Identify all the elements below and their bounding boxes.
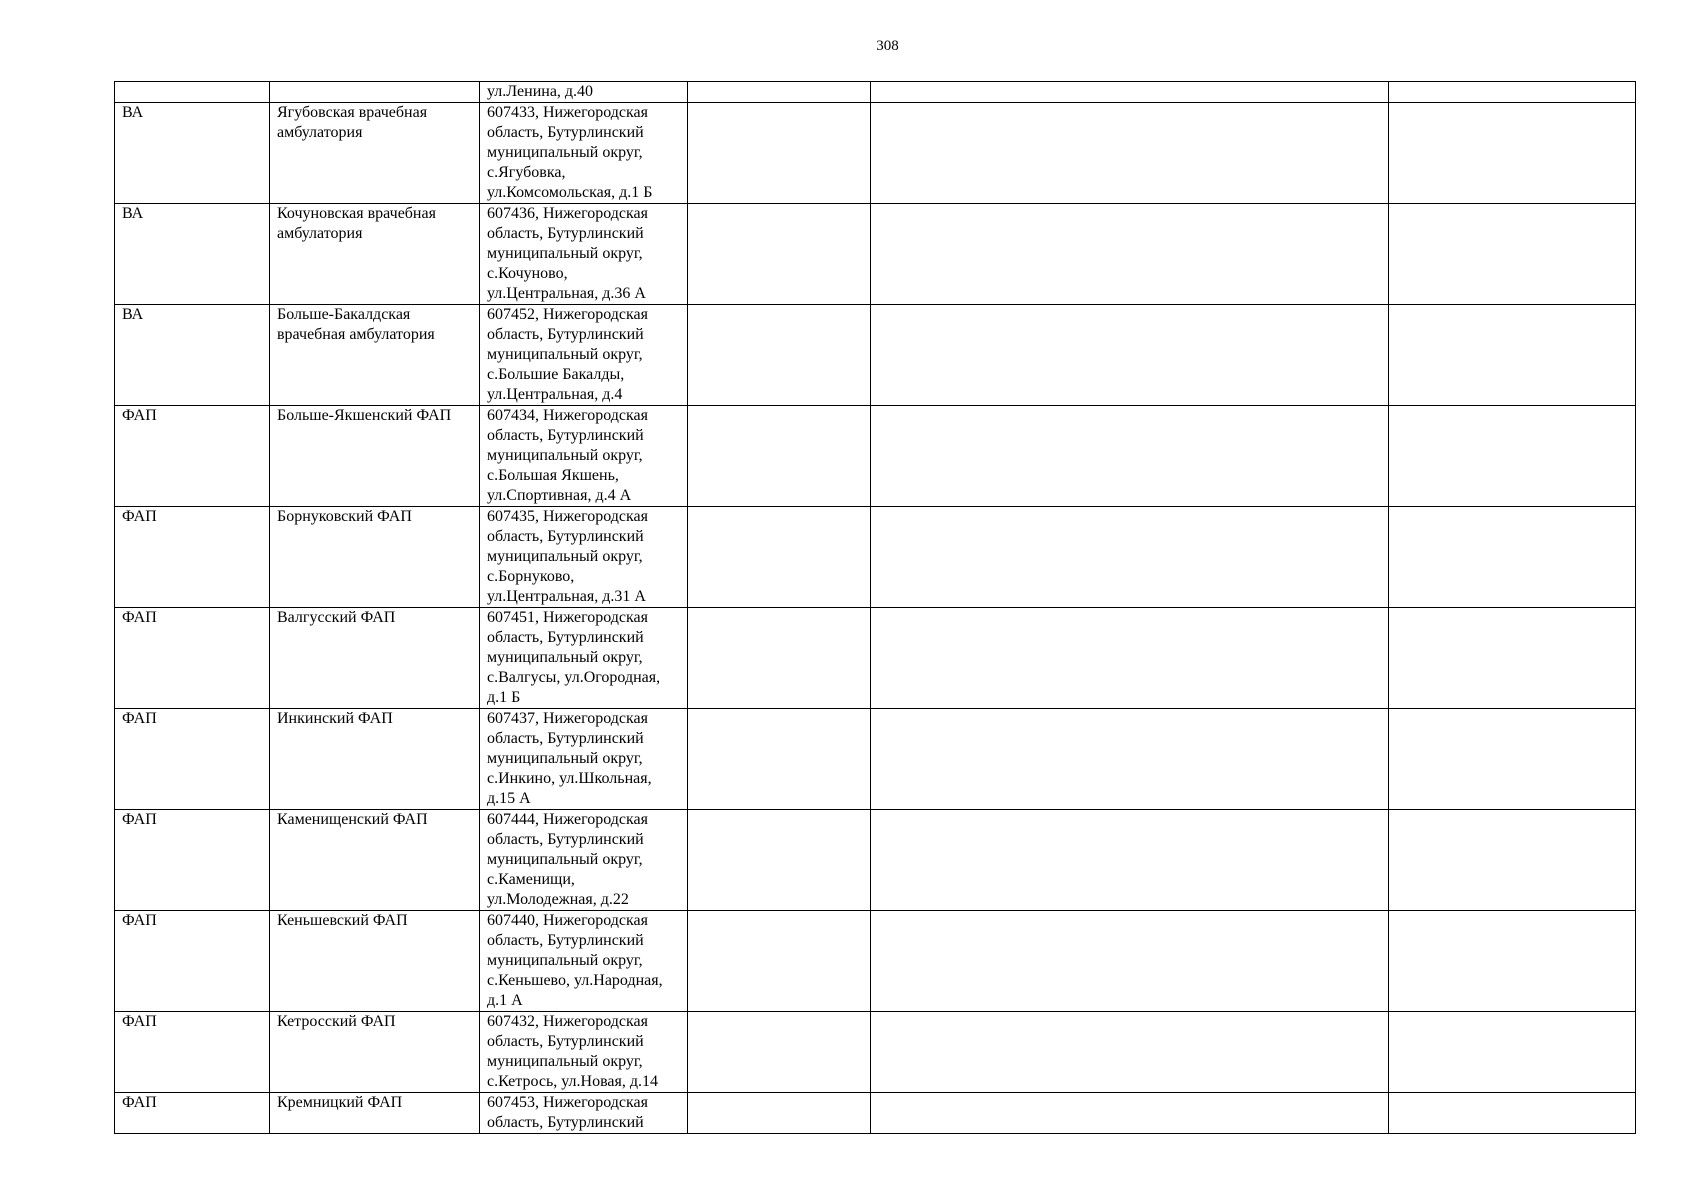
type-cell: ФАП: [115, 608, 270, 709]
name-cell: Больше-Якшенский ФАП: [270, 406, 480, 507]
empty-cell: [871, 1093, 1389, 1134]
table-row: [115, 1093, 1636, 1134]
table-row: [115, 507, 1636, 608]
address-cell: 607434, Нижегородская область, Бутурлинский муниципальный округ, с.Большая Якшень, ул.Спортивная, д.4 А: [480, 406, 688, 507]
type-cell: ФАП: [115, 1012, 270, 1093]
type-cell: ФАП: [115, 406, 270, 507]
empty-cell: [1389, 103, 1636, 204]
empty-cell: [1389, 305, 1636, 406]
empty-cell: [1389, 406, 1636, 507]
empty-cell: [871, 608, 1389, 709]
address-cell: 607435, Нижегородская область, Бутурлинский муниципальный округ, с.Борнуково, ул.Центральная, д.31 А: [480, 507, 688, 608]
name-cell: Кочуновская врачебная амбулатория: [270, 204, 480, 305]
name-cell: Больше-Бакалдская врачебная амбулатория: [270, 305, 480, 406]
empty-cell: [1389, 82, 1636, 103]
type-cell: ФАП: [115, 911, 270, 1012]
type-cell: ВА: [115, 305, 270, 406]
empty-cell: [871, 810, 1389, 911]
empty-cell: [688, 406, 871, 507]
table-row: [115, 810, 1636, 911]
empty-cell: [871, 507, 1389, 608]
facilities-table: [114, 81, 1636, 1134]
type-cell: [115, 82, 270, 103]
empty-cell: [688, 911, 871, 1012]
empty-cell: [1389, 709, 1636, 810]
empty-cell: [871, 204, 1389, 305]
empty-cell: [688, 709, 871, 810]
name-cell: Кеньшевский ФАП: [270, 911, 480, 1012]
table-row: [115, 305, 1636, 406]
empty-cell: [1389, 1012, 1636, 1093]
empty-cell: [1389, 911, 1636, 1012]
empty-cell: [1389, 507, 1636, 608]
name-cell: Инкинский ФАП: [270, 709, 480, 810]
address-cell: 607444, Нижегородская область, Бутурлинский муниципальный округ, с.Каменищи, ул.Молодежная, д.22: [480, 810, 688, 911]
empty-cell: [688, 810, 871, 911]
name-cell: Валгусский ФАП: [270, 608, 480, 709]
empty-cell: [688, 305, 871, 406]
name-cell: [270, 82, 480, 103]
table-row: [115, 709, 1636, 810]
address-cell: 607451, Нижегородская область, Бутурлинский муниципальный округ, с.Валгусы, ул.Огородная, д.1 Б: [480, 608, 688, 709]
type-cell: ФАП: [115, 709, 270, 810]
name-cell: Ягубовская врачебная амбулатория: [270, 103, 480, 204]
empty-cell: [871, 1012, 1389, 1093]
table-row: [115, 204, 1636, 305]
type-cell: ФАП: [115, 810, 270, 911]
address-cell: 607437, Нижегородская область, Бутурлинский муниципальный округ, с.Инкино, ул.Школьная, д.15 А: [480, 709, 688, 810]
address-cell: 607453, Нижегородская область, Бутурлинский: [480, 1093, 688, 1134]
empty-cell: [688, 608, 871, 709]
name-cell: Кетросский ФАП: [270, 1012, 480, 1093]
type-cell: ВА: [115, 103, 270, 204]
name-cell: Борнуковский ФАП: [270, 507, 480, 608]
name-cell: Каменищенский ФАП: [270, 810, 480, 911]
empty-cell: [688, 507, 871, 608]
empty-cell: [871, 406, 1389, 507]
empty-cell: [688, 1012, 871, 1093]
empty-cell: [871, 911, 1389, 1012]
empty-cell: [688, 204, 871, 305]
page-number: 308: [876, 38, 899, 54]
address-cell: 607440, Нижегородская область, Бутурлинский муниципальный округ, с.Кеньшево, ул.Народная, д.1 А: [480, 911, 688, 1012]
empty-cell: [688, 103, 871, 204]
table-row: [115, 608, 1636, 709]
empty-cell: [871, 103, 1389, 204]
empty-cell: [688, 82, 871, 103]
type-cell: ВА: [115, 204, 270, 305]
empty-cell: [871, 709, 1389, 810]
address-cell: 607432, Нижегородская область, Бутурлинский муниципальный округ, с.Кетрось, ул.Новая, д.14: [480, 1012, 688, 1093]
table-row: [115, 911, 1636, 1012]
empty-cell: [1389, 810, 1636, 911]
name-cell: Кремницкий ФАП: [270, 1093, 480, 1134]
table-row: [115, 103, 1636, 204]
type-cell: ФАП: [115, 1093, 270, 1134]
empty-cell: [1389, 204, 1636, 305]
empty-cell: [1389, 608, 1636, 709]
table-row: [115, 1012, 1636, 1093]
address-cell: ул.Ленина, д.40: [480, 82, 688, 103]
address-cell: 607433, Нижегородская область, Бутурлинский муниципальный округ, с.Ягубовка, ул.Комсомольская, д.1 Б: [480, 103, 688, 204]
table-row: [115, 82, 1636, 103]
address-cell: 607452, Нижегородская область, Бутурлинский муниципальный округ, с.Большие Бакалды, ул.Центральная, д.4: [480, 305, 688, 406]
type-cell: ФАП: [115, 507, 270, 608]
empty-cell: [1389, 1093, 1636, 1134]
empty-cell: [688, 1093, 871, 1134]
address-cell: 607436, Нижегородская область, Бутурлинский муниципальный округ, с.Кочуново, ул.Центральная, д.36 А: [480, 204, 688, 305]
table-row: [115, 406, 1636, 507]
empty-cell: [871, 305, 1389, 406]
table-body: [115, 82, 1636, 1134]
empty-cell: [871, 82, 1389, 103]
